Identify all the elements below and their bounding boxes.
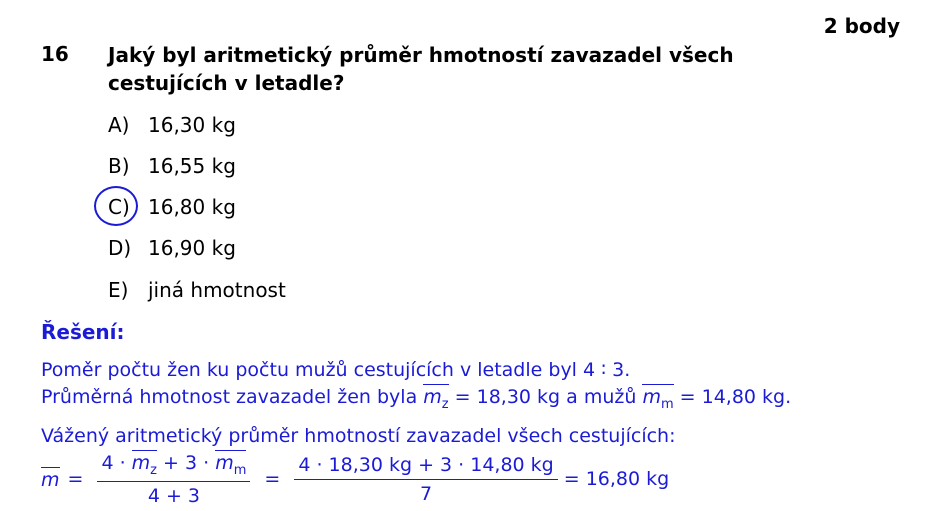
question-text: Jaký byl aritmetický průměr hmotností zavazadel všech cestujících v letadle? [108, 43, 734, 95]
subscript: z [441, 396, 449, 412]
mean-women-symbol [131, 450, 157, 478]
solution-heading: Řešení: [41, 320, 125, 344]
option-letter: D) [108, 236, 132, 260]
option-letter: C) [108, 195, 130, 219]
option-text: 16,90 kg [148, 236, 236, 260]
text-fragment: 4 · [101, 452, 132, 474]
option-text: 16,80 kg [148, 195, 236, 219]
text-fragment: = 14,80 kg. [673, 386, 792, 408]
subscript: m [233, 462, 247, 478]
overall-mean-symbol: m [41, 469, 60, 492]
option-a[interactable] [108, 112, 236, 138]
m-symbol: m [423, 386, 442, 408]
option-letter: B) [108, 154, 130, 178]
m-symbol: m [215, 452, 234, 474]
fraction-denominator: 4 + 3 [147, 484, 201, 507]
mean-women-symbol [423, 384, 449, 412]
points-label: 2 body [823, 14, 900, 38]
mean-men-symbol [215, 450, 247, 478]
mean-men-symbol [642, 384, 674, 412]
question-number: 16 [41, 42, 69, 66]
fraction-numerator [97, 452, 250, 482]
solution-line-averages [41, 385, 791, 417]
fraction-numerator: 4 · 18,30 kg + 3 · 14,80 kg [294, 454, 557, 480]
option-e[interactable] [108, 277, 286, 303]
equals-sign: = [67, 468, 84, 491]
option-d[interactable] [108, 235, 236, 261]
option-letter: E) [108, 278, 129, 302]
solution-line-weighted: Vážený aritmetický průměr hmotností zavazadel všech cestujících: [41, 425, 676, 447]
text-fragment: Průměrná hmotnost zavazadel žen byla [41, 386, 424, 408]
numeric-fraction [294, 454, 557, 505]
text-fragment: = 18,30 kg a mužů [448, 386, 643, 408]
option-text: 16,30 kg [148, 113, 236, 137]
solution-line-ratio: Poměr počtu žen ku počtu mužů cestujících v letadle byl 4 ∶ 3. [41, 359, 631, 381]
subscript: z [150, 462, 157, 478]
m-symbol: m [642, 386, 661, 408]
weighted-mean-formula [41, 452, 669, 507]
option-text: 16,55 kg [148, 154, 236, 178]
option-letter: A) [108, 113, 130, 137]
option-text: jiná hmotnost [148, 278, 286, 302]
subscript: m [660, 396, 674, 412]
text-fragment: + 3 · [157, 452, 216, 474]
option-c[interactable] [108, 194, 236, 220]
equals-sign: = [264, 468, 281, 491]
symbolic-fraction [97, 452, 250, 507]
option-b[interactable] [108, 153, 236, 179]
formula-result: = 16,80 kg [563, 468, 670, 491]
fraction-denominator: 7 [419, 482, 433, 505]
m-symbol: m [131, 452, 151, 474]
